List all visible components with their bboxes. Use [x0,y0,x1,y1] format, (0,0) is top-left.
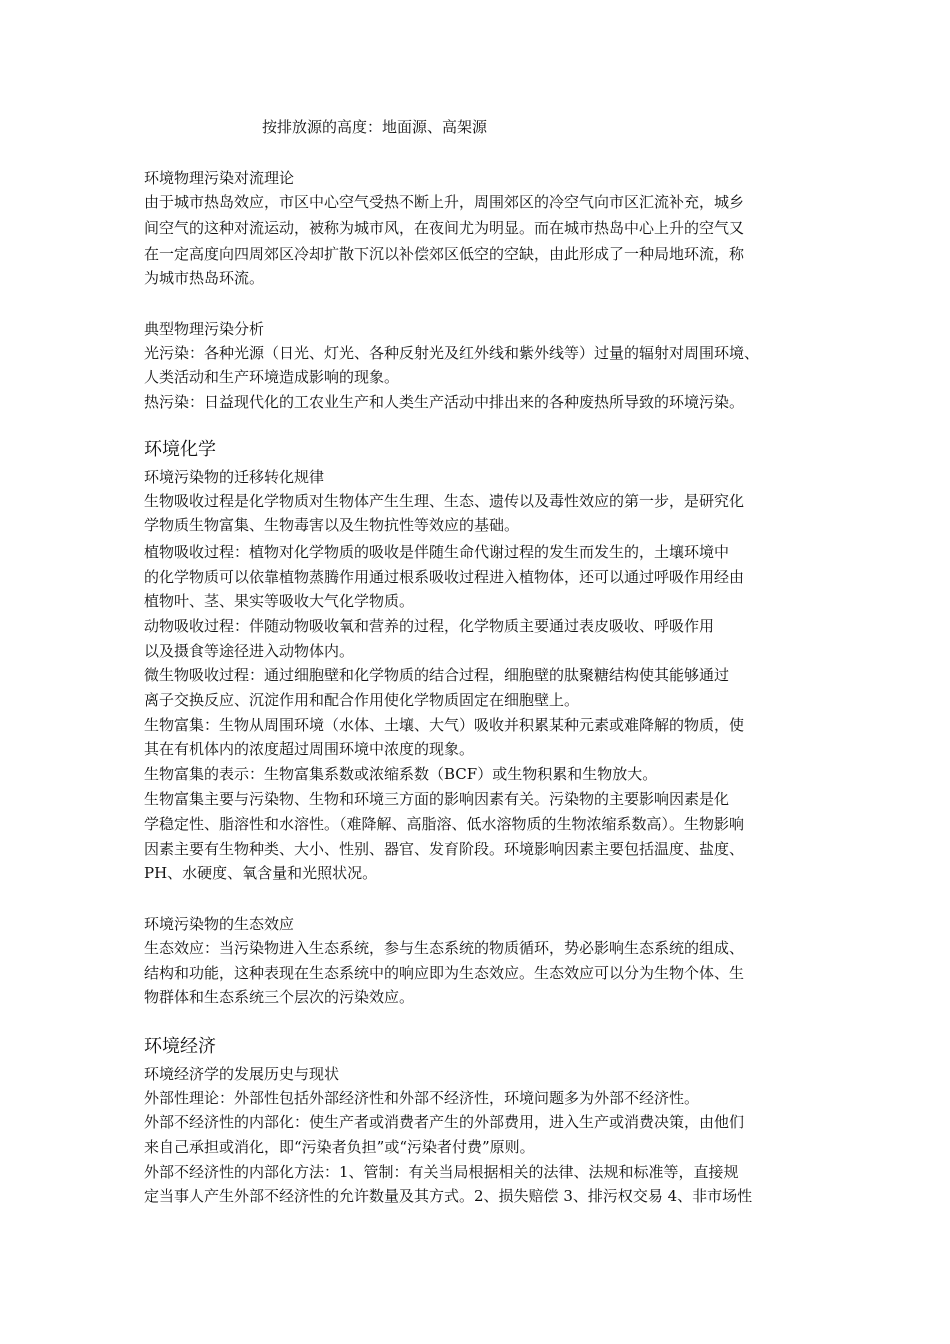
text-line: 动物吸收过程：伴随动物吸收氧和营养的过程，化学物质主要通过表皮吸收、呼吸作用 [144,617,715,635]
text-line: PH、水硬度、氧含量和光照状况。 [144,864,378,882]
text-line: 光污染：各种光源（日光、灯光、各种反射光及红外线和紫外线等）过量的辐射对周围环境、 [144,344,760,362]
text-line: 学物质生物富集、生物毒害以及生物抗性等效应的基础。 [144,516,520,534]
text-line: 结构和功能，这种表现在生态系统中的响应即为生态效应。生态效应可以分为生物个体、生 [144,964,745,982]
text-line: 物群体和生态系统三个层次的污染效应。 [144,988,415,1006]
text-line: 由于城市热岛效应，市区中心空气受热不断上升，周围郊区的冷空气向市区汇流补充，城乡 [144,193,745,211]
text-line: 因素主要有生物种类、大小、性别、器官、发育阶段。环境影响因素主要包括温度、盐度、 [144,840,745,858]
section-heading: 环境污染物的迁移转化规律 [144,468,325,486]
text-line: 以及摄食等途径进入动物体内。 [144,642,355,660]
text-line: 生物吸收过程是化学物质对生物体产生生理、生态、遗传以及毒性效应的第一步，是研究化 [144,492,745,510]
text-line: 在一定高度向四周郊区冷却扩散下沉以补偿郊区低空的空缺，由此形成了一种局地环流，称 [144,245,745,263]
chapter-heading: 环境化学 [144,439,216,460]
text-line: 植物吸收过程：植物对化学物质的吸收是伴随生命代谢过程的发生而发生的，土壤环境中 [144,543,730,561]
text-line: 微生物吸收过程：通过细胞壁和化学物质的结合过程，细胞壁的肽聚糖结构使其能够通过 [144,666,730,684]
text-line: 外部性理论：外部性包括外部经济性和外部不经济性，环境问题多为外部不经济性。 [144,1089,700,1107]
text-line: 人类活动和生产环境造成影响的现象。 [144,368,400,386]
section-heading: 环境污染物的生态效应 [144,915,295,933]
text-line: 按排放源的高度：地面源、高架源 [262,118,488,136]
text-line: 外部不经济性的内部化方法：1、管制：有关当局根据相关的法律、法规和标准等，直接规 [144,1163,739,1181]
text-line: 生物富集主要与污染物、生物和环境三方面的影响因素有关。污染物的主要影响因素是化 [144,790,730,808]
section-heading: 环境经济学的发展历史与现状 [144,1065,340,1083]
text-line: 生态效应：当污染物进入生态系统，参与生态系统的物质循环，势必影响生态系统的组成、 [144,939,745,957]
section-heading: 环境物理污染对流理论 [144,169,295,187]
text-line: 学稳定性、脂溶性和水溶性。（难降解、高脂溶、低水溶物质的生物浓缩系数高）。生物影响 [144,815,745,833]
chapter-heading: 环境经济 [144,1036,216,1057]
text-line: 植物叶、茎、果实等吸收大气化学物质。 [144,592,415,610]
text-line: 热污染：日益现代化的工农业生产和人类生产活动中排出来的各种废热所导致的环境污染。 [144,393,745,411]
text-line: 离子交换反应、沉淀作用和配合作用使化学物质固定在细胞壁上。 [144,691,580,709]
text-line: 外部不经济性的内部化：使生产者或消费者产生的外部费用，进入生产或消费决策，由他们 [144,1113,745,1131]
text-line: 为城市热岛环流。 [144,269,265,287]
text-line: 来自己承担或消化，即“污染者负担”或“污染者付费”原则。 [144,1138,535,1156]
section-heading: 典型物理污染分析 [144,320,265,338]
text-line: 生物富集：生物从周围环境（水体、土壤、大气）吸收并积累某种元素或难降解的物质，使 [144,716,745,734]
text-line: 的化学物质可以依靠植物蒸腾作用通过根系吸收过程进入植物体，还可以通过呼吸作用经由 [144,568,745,586]
text-line: 生物富集的表示：生物富集系数或浓缩系数（BCF）或生物积累和生物放大。 [144,765,658,783]
text-line: 定当事人产生外部不经济性的允许数量及其方式。2、损失赔偿 3、排污权交易 4、非市场性 [144,1187,753,1205]
text-line: 间空气的这种对流运动，被称为城市风，在夜间尤为明显。而在城市热岛中心上升的空气又 [144,219,745,237]
text-line: 其在有机体内的浓度超过周围环境中浓度的现象。 [144,740,475,758]
